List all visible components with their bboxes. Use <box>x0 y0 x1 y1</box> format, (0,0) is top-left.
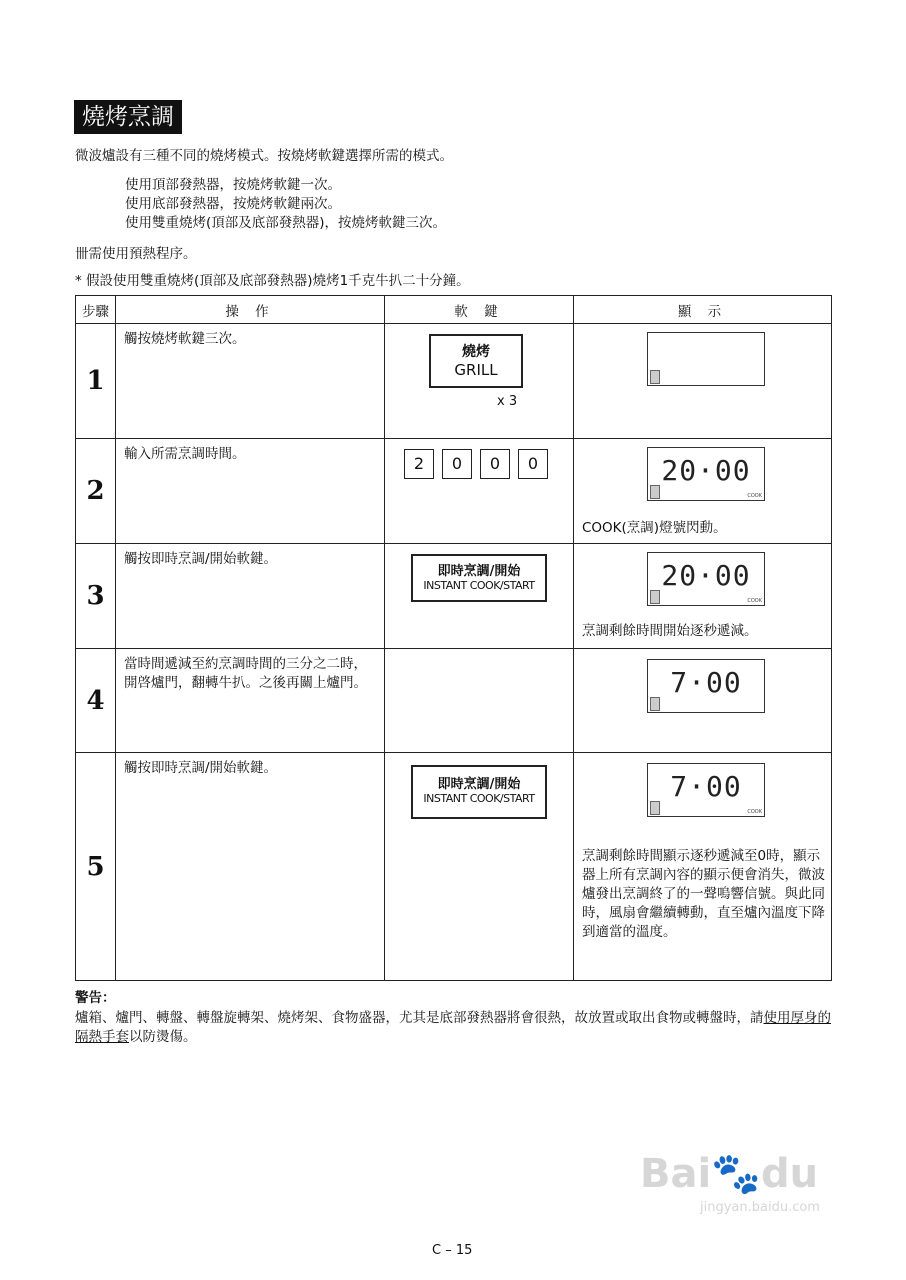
lcd-display <box>647 332 765 386</box>
digit-key[interactable]: 0 <box>518 449 548 479</box>
operation-text: 觸按即時烹調/開始軟鍵。 <box>116 753 385 981</box>
header-operation: 操 作 <box>116 296 385 324</box>
display-description: 烹調剩餘時間顯示逐秒遞減至0時，顯示器上所有烹調內容的顯示便會消失，微波爐發出烹調終了的一聲嗚響信號。與此同時，風扇會繼續轉動，直至爐內溫度下降到適當的溫度。 <box>582 848 825 940</box>
grill-indicator-icon <box>650 801 660 815</box>
grill-indicator-icon <box>650 590 660 604</box>
cook-indicator: COOK <box>747 598 762 604</box>
header-display: 顯 示 <box>574 296 832 324</box>
operation-text: 觸按燒烤軟鍵三次。 <box>116 324 385 439</box>
section-title: 燒烤烹調 <box>74 100 182 134</box>
lcd-display <box>647 447 765 501</box>
table-row <box>76 439 832 544</box>
operation-text: 觸按即時烹調/開始軟鍵。 <box>116 544 385 649</box>
instant-cook-start-key[interactable] <box>411 765 547 819</box>
table-row <box>76 324 832 439</box>
lcd-time: 7·00 <box>670 666 742 699</box>
step-number: 3 <box>76 544 116 649</box>
warning-text <box>75 1009 835 1047</box>
grill-key[interactable] <box>429 334 523 388</box>
lcd-display <box>647 552 765 606</box>
digit-key[interactable]: 2 <box>404 449 434 479</box>
digit-key[interactable]: 0 <box>442 449 472 479</box>
warning-label: 警告： <box>75 990 116 1006</box>
cook-indicator: COOK <box>747 493 762 499</box>
preheat-note: 卌需使用預熱程序。 <box>75 246 197 262</box>
warning-underlined: 使用厚身的隔熱手套 <box>75 1010 831 1045</box>
intro-text: 微波爐設有三種不同的燒烤模式。按燒烤軟鍵選擇所需的模式。 <box>75 148 453 164</box>
step-number: 1 <box>76 324 116 439</box>
key-cn: 即時烹調/開始 <box>437 777 521 792</box>
watermark-url: jingyan.baidu.com <box>700 1200 820 1215</box>
mode-1: 使用頂部發熱器，按燒烤軟鍵一次。 <box>125 177 341 193</box>
grill-key-cn: 燒烤 <box>462 344 490 360</box>
step-number: 5 <box>76 753 116 981</box>
table-row <box>76 753 832 981</box>
press-count: x 3 <box>497 394 518 409</box>
mode-3: 使用雙重燒烤(頂部及底部發熱器)，按燒烤軟鍵三次。 <box>125 215 447 231</box>
header-step: 步驟 <box>76 296 116 324</box>
lcd-time: 20·00 <box>661 454 751 487</box>
page-number: C – 15 <box>432 1243 473 1258</box>
lcd-display <box>647 763 765 817</box>
steps-table <box>75 295 832 981</box>
step-number: 4 <box>76 649 116 753</box>
watermark-logo: Bai🐾du <box>640 1151 819 1197</box>
header-key: 軟 鍵 <box>385 296 574 324</box>
warning-text-2: 以防燙傷。 <box>129 1029 197 1045</box>
instant-cook-start-key[interactable] <box>411 554 547 602</box>
key-en: INSTANT COOK/START <box>423 792 535 805</box>
operation-text: 當時間遞減至約烹調時間的三分之二時，開啓爐門，翻轉牛扒。之後再關上爐門。 <box>116 649 385 753</box>
grill-indicator-icon <box>650 485 660 499</box>
grill-indicator-icon <box>650 697 660 711</box>
display-description: COOK(烹調)燈號閃動。 <box>582 520 727 536</box>
lcd-time: 20·00 <box>661 559 751 592</box>
cook-indicator: COOK <box>747 809 762 815</box>
digit-key[interactable]: 0 <box>480 449 510 479</box>
table-header <box>76 296 832 324</box>
step-number: 2 <box>76 439 116 544</box>
lcd-time: 7·00 <box>670 770 742 803</box>
grill-indicator-icon <box>650 370 660 384</box>
warning-text-1: 爐箱、爐門、轉盤、轉盤旋轉架、燒烤架、食物盛器，尤其是底部發熱器將會很熱，故放置或取出食物或轉盤時，請 <box>75 1010 764 1026</box>
operation-text: 輸入所需烹調時間。 <box>116 439 385 544</box>
lcd-display <box>647 659 765 713</box>
key-cn: 即時烹調/開始 <box>437 564 521 579</box>
example-note: * 假設使用雙重燒烤(頂部及底部發熱器)燒烤1千克牛扒二十分鐘。 <box>75 273 470 289</box>
table-row <box>76 544 832 649</box>
mode-2: 使用底部發熱器，按燒烤軟鍵兩次。 <box>125 196 341 212</box>
display-description: 烹調剩餘時間開始逐秒遞減。 <box>582 623 758 639</box>
key-en: INSTANT COOK/START <box>423 579 535 592</box>
table-row <box>76 649 832 753</box>
grill-key-en: GRILL <box>454 361 498 379</box>
